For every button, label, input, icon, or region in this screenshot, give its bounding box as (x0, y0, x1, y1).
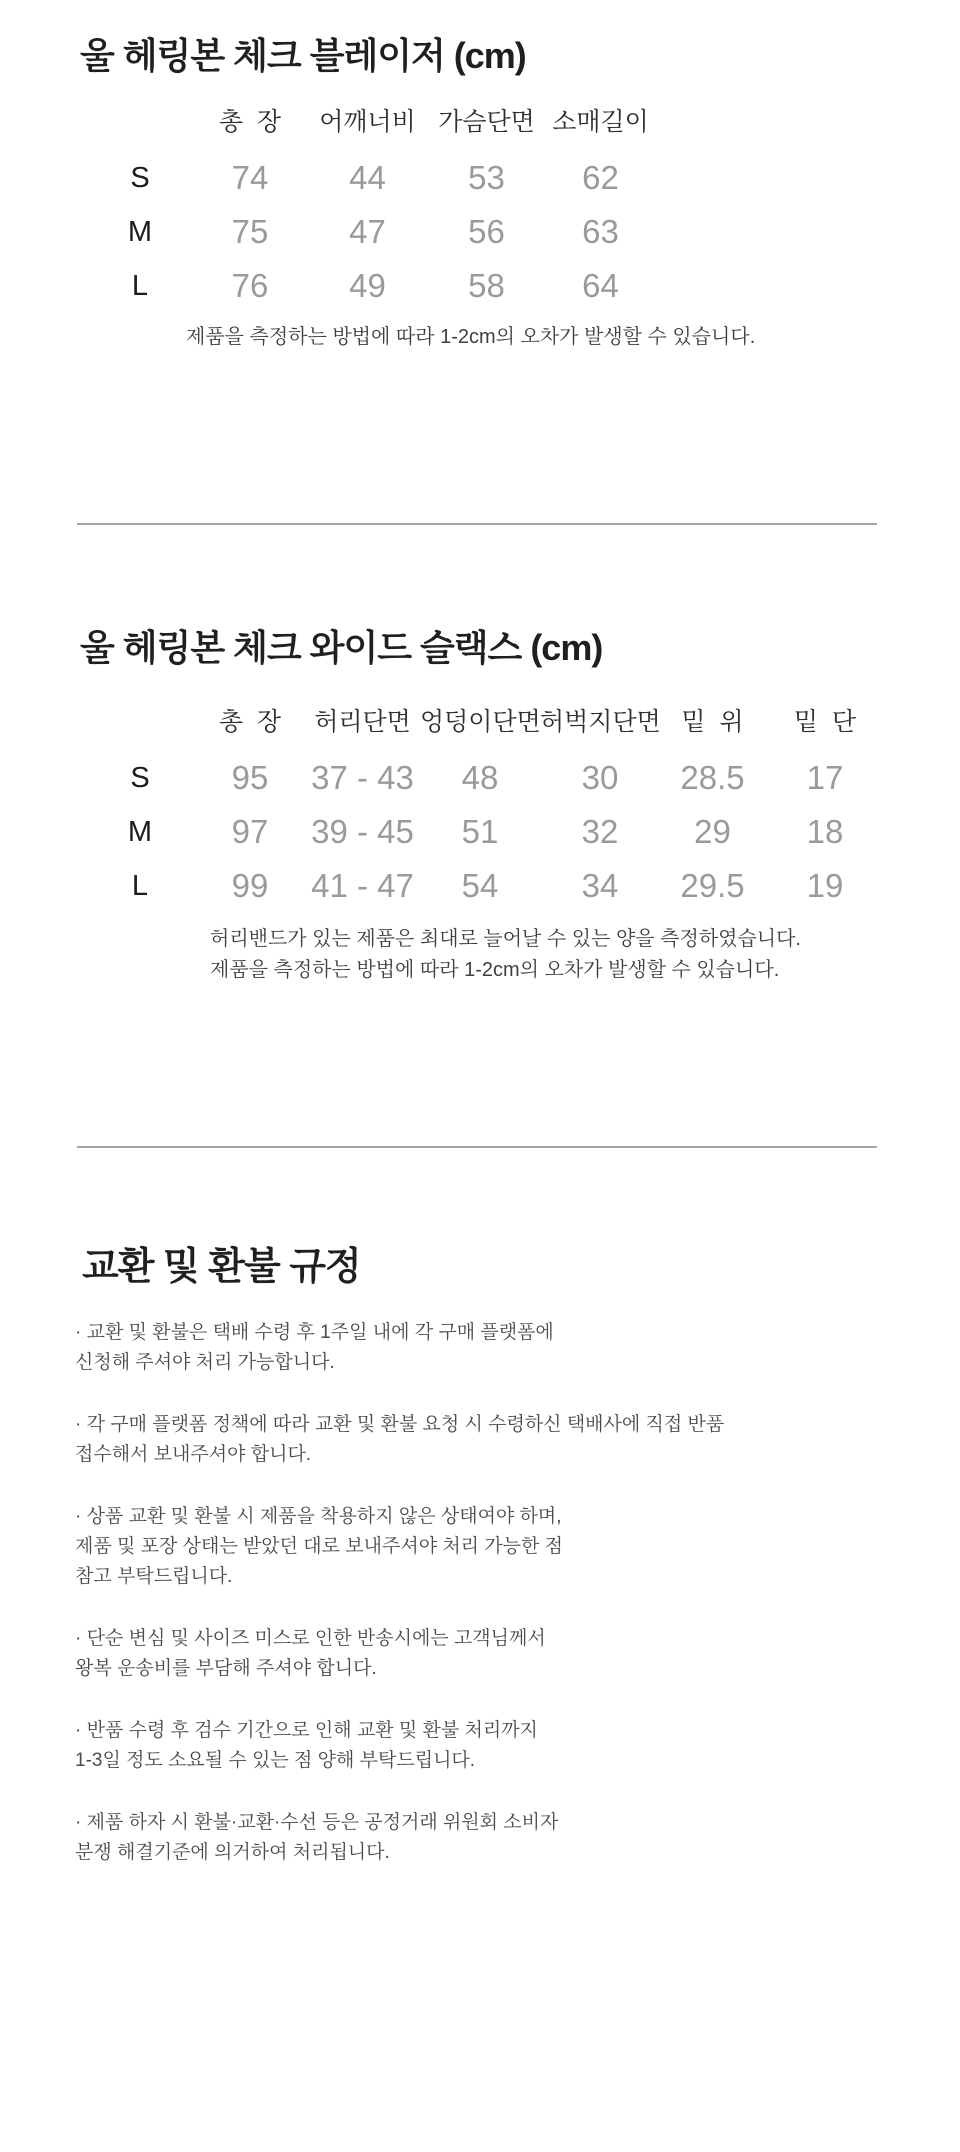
policy-paragraph (75, 1502, 855, 1592)
policy-paragraph (75, 1624, 855, 1684)
column-header-thigh-width: 허벅지단면 (540, 708, 661, 736)
blazer-section-title: 울 헤링본 체크 블레이저 (cm) (80, 35, 526, 77)
size-label: S (130, 762, 150, 794)
slacks-section-title: 울 헤링본 체크 와이드 슬랙스 (cm) (80, 627, 603, 669)
measurement-tolerance-note: 제품을 측정하는 방법에 따라 1-2cm의 오차가 발생할 수 있습니다. (186, 326, 756, 348)
table-cell: 30 (581, 759, 619, 796)
policy-paragraph (75, 1716, 855, 1776)
table-cell: 19 (806, 867, 844, 904)
policy-paragraph (75, 1318, 855, 1378)
table-cell: 75 (231, 213, 269, 250)
policy-line: 신청해 주셔야 처리 가능합니다. (75, 1352, 335, 1373)
table-cell: 63 (582, 213, 619, 250)
slacks-size-table (85, 702, 885, 913)
column-header-total-length: 총 장 (218, 108, 282, 136)
table-cell: 28.5 (680, 759, 745, 796)
policy-line: 참고 부탁드립니다. (75, 1566, 233, 1587)
table-cell: 17 (806, 759, 844, 796)
column-header-hem-width: 밑 단 (793, 708, 857, 736)
section-divider (77, 1146, 877, 1148)
table-cell: 51 (461, 813, 499, 850)
table-cell: 62 (582, 159, 619, 196)
table-cell: 48 (461, 759, 499, 796)
table-cell: 39 - 45 (311, 813, 414, 850)
table-cell: 64 (582, 267, 619, 304)
column-header-sleeve-length: 소매길이 (552, 108, 649, 136)
table-cell: 74 (231, 159, 269, 196)
waistband-stretch-note: 허리밴드가 있는 제품은 최대로 늘어날 수 있는 양을 측정하였습니다. (210, 928, 801, 950)
table-cell: 99 (231, 867, 269, 904)
table-header-empty (85, 102, 195, 151)
policy-text-block (75, 1318, 855, 1900)
policy-line: 분쟁 해결기준에 의거하여 처리됩니다. (75, 1842, 390, 1863)
column-header-rise: 밑 위 (681, 708, 744, 736)
table-cell: 47 (349, 213, 386, 250)
size-label: M (127, 216, 153, 248)
column-header-hip-width: 엉덩이단면 (420, 708, 541, 736)
table-cell: 95 (231, 759, 269, 796)
policy-paragraph (75, 1410, 855, 1470)
column-header-shoulder-width: 어깨너비 (319, 108, 416, 136)
size-label: L (131, 270, 149, 302)
policy-line: 접수해서 보내주셔야 합니다. (75, 1444, 312, 1465)
policy-section-title: 교환 및 환불 규정 (82, 1246, 361, 1289)
policy-line: · 제품 하자 시 환불·교환·수선 등은 공정거래 위원회 소비자 (75, 1812, 559, 1833)
table-cell: 76 (231, 267, 269, 304)
table-cell: 54 (461, 867, 499, 904)
table-cell: 53 (468, 159, 505, 196)
policy-line: · 상품 교환 및 환불 시 제품을 착용하지 않은 상태여야 하며, (75, 1506, 562, 1527)
table-cell: 44 (349, 159, 386, 196)
slacks-notes (210, 924, 801, 986)
table-cell: 56 (468, 213, 505, 250)
policy-line: 제품 및 포장 상태는 받았던 대로 보내주셔야 처리 가능한 점 (75, 1536, 564, 1557)
table-cell: 29 (694, 813, 731, 850)
table-cell: 58 (468, 267, 505, 304)
table-cell: 29.5 (680, 867, 745, 904)
size-label: M (127, 816, 153, 848)
table-header-empty (85, 702, 195, 751)
blazer-size-table (85, 102, 658, 313)
size-label: S (130, 162, 150, 194)
table-cell: 49 (349, 267, 386, 304)
table-cell: 97 (231, 813, 269, 850)
policy-line: · 각 구매 플랫폼 정책에 따라 교환 및 환불 요청 시 수령하신 택배사에 직접 반품 (75, 1414, 725, 1435)
policy-line: · 교환 및 환불은 택배 수령 후 1주일 내에 각 구매 플랫폼에 (75, 1322, 554, 1343)
policy-line: 1-3일 정도 소요될 수 있는 점 양해 부탁드립니다. (75, 1750, 476, 1771)
table-cell: 41 - 47 (311, 867, 414, 904)
policy-paragraph (75, 1808, 855, 1868)
policy-line: · 단순 변심 및 사이즈 미스로 인한 반송시에는 고객님께서 (75, 1628, 546, 1649)
section-divider (77, 523, 877, 525)
column-header-chest-width: 가슴단면 (438, 108, 535, 136)
measurement-tolerance-note: 제품을 측정하는 방법에 따라 1-2cm의 오차가 발생할 수 있습니다. (210, 959, 780, 981)
size-label: L (131, 870, 149, 902)
policy-line: 왕복 운송비를 부담해 주셔야 합니다. (75, 1658, 377, 1679)
column-header-waist-width: 허리단면 (314, 708, 411, 736)
column-header-total-length: 총 장 (218, 708, 282, 736)
table-cell: 37 - 43 (311, 759, 414, 796)
table-cell: 32 (581, 813, 619, 850)
policy-line: · 반품 수령 후 검수 기간으로 인해 교환 및 환불 처리까지 (75, 1720, 538, 1741)
table-cell: 34 (581, 867, 619, 904)
table-cell: 18 (806, 813, 844, 850)
